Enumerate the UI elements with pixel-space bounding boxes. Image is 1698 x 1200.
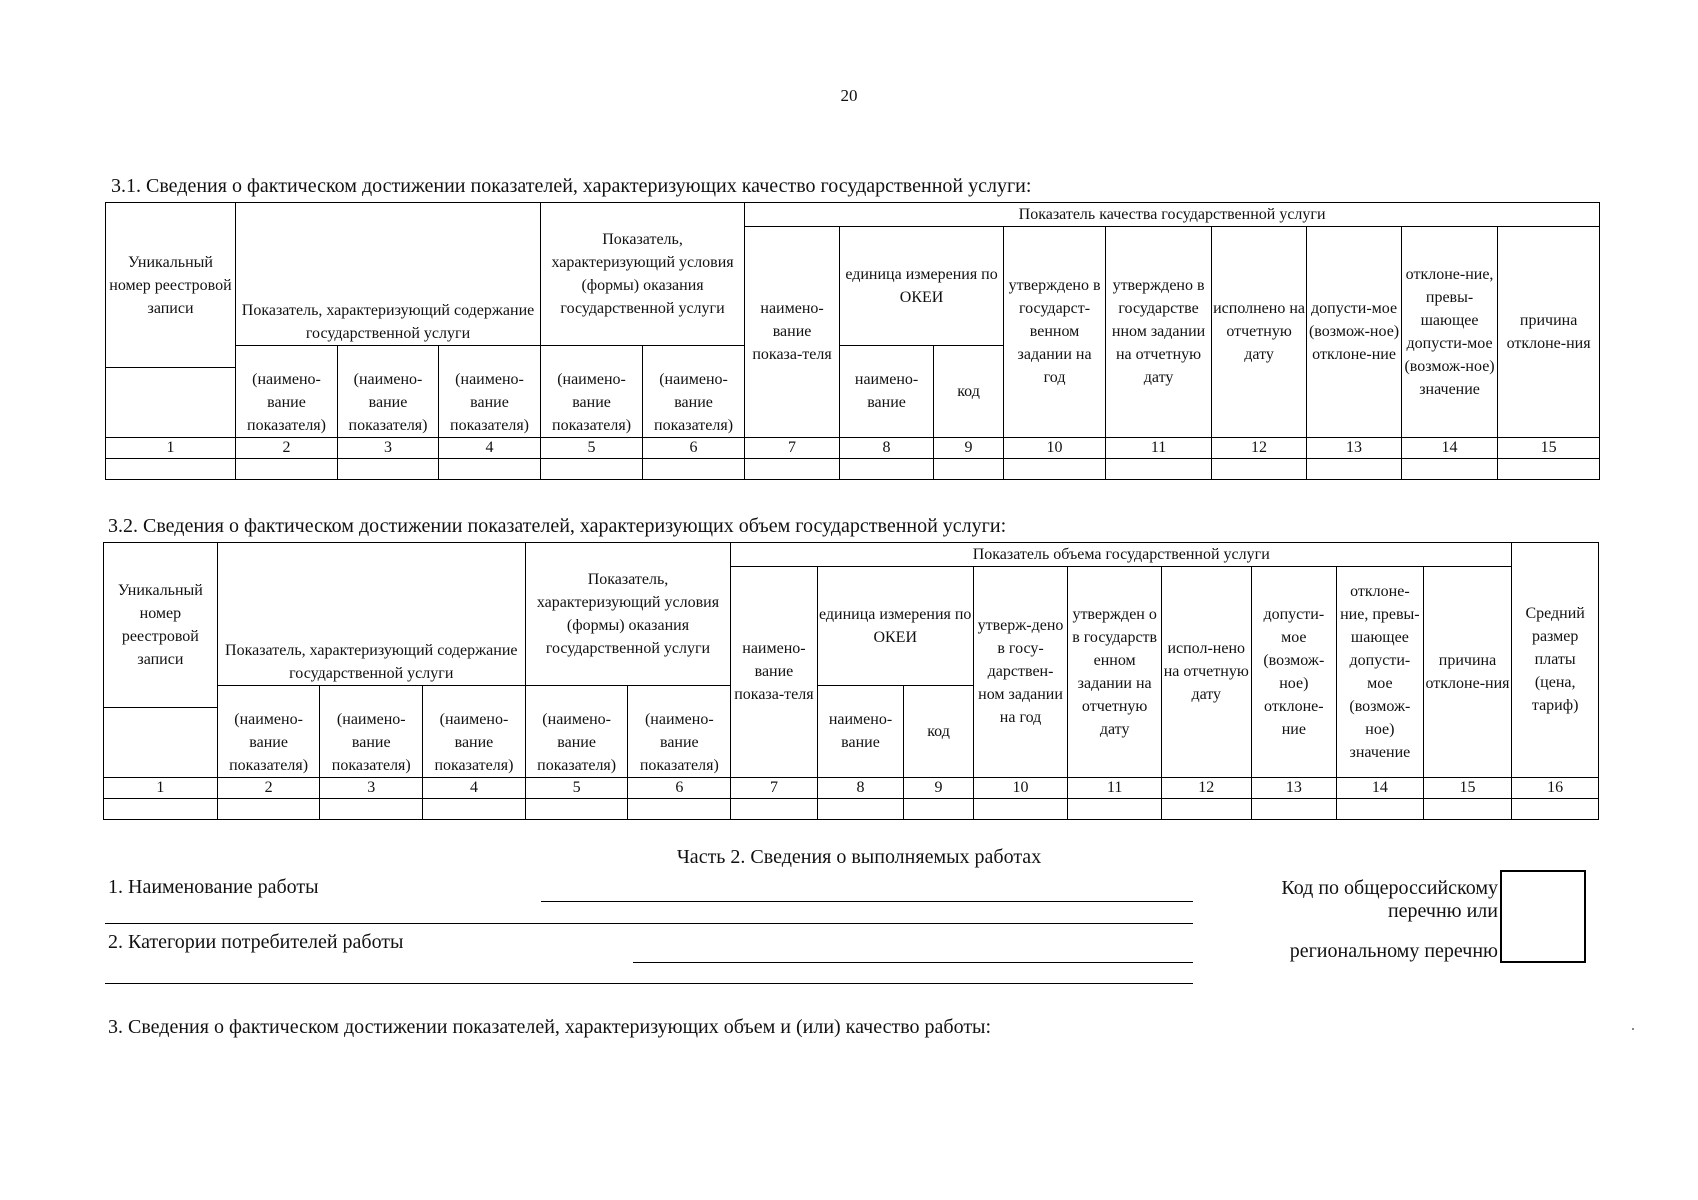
- empty-cell[interactable]: [973, 798, 1068, 819]
- column-number: 12: [1212, 437, 1307, 458]
- code-label-line1: Код по общероссийскому: [1281, 877, 1498, 899]
- section-3-heading: 3. Сведения о фактическом достижении показателей, характеризующих объем и (или) качество работы:: [108, 1016, 992, 1038]
- header-average-fee: Средний размер платы (цена, тариф): [1512, 543, 1599, 778]
- header-approved-year: утверждено в государст-венном задании на год: [1004, 227, 1106, 438]
- header-allowed-deviation: допусти-мое (возмож-ное) отклоне-ние: [1307, 227, 1402, 438]
- column-number: 11: [1106, 437, 1212, 458]
- spacer-cell: [628, 686, 731, 708]
- code-label-line3: региональному перечню: [1289, 940, 1498, 962]
- scan-mark: [1632, 1028, 1634, 1030]
- column-number: 7: [745, 437, 840, 458]
- empty-cell[interactable]: [1498, 458, 1600, 479]
- header-unit-name: наимено-вание: [840, 346, 934, 438]
- column-number: 14: [1337, 777, 1424, 798]
- header-approved-date: утверждено в государстве нном задании на отчетную дату: [1106, 227, 1212, 438]
- header-sub-name: (наимено-вание показателя): [525, 708, 628, 778]
- divider-line: [105, 983, 1193, 984]
- code-label-line2: перечню или: [1387, 900, 1498, 922]
- column-number: 16: [1512, 777, 1599, 798]
- empty-cell[interactable]: [1106, 458, 1212, 479]
- header-executed: исполнено на отчетную дату: [1212, 227, 1307, 438]
- header-exceeding-deviation: отклоне-ние, превы-шающее допусти-мое (возмож-ное) значение: [1402, 227, 1498, 438]
- empty-cell[interactable]: [338, 458, 439, 479]
- empty-cell[interactable]: [904, 798, 973, 819]
- header-unit-code: код: [904, 686, 973, 778]
- column-number: 4: [423, 777, 526, 798]
- consumer-categories-field[interactable]: [633, 962, 1193, 963]
- empty-cell[interactable]: [525, 798, 628, 819]
- registry-code-box[interactable]: [1500, 870, 1586, 963]
- empty-cell[interactable]: [628, 798, 731, 819]
- spacer-cell: [320, 686, 423, 708]
- empty-cell[interactable]: [1251, 798, 1337, 819]
- column-number: 2: [236, 437, 338, 458]
- empty-cell[interactable]: [934, 458, 1004, 479]
- empty-cell[interactable]: [1423, 798, 1512, 819]
- quality-indicators-table: [105, 202, 1600, 480]
- column-number: 3: [320, 777, 423, 798]
- header-approved-year: утверж-дено в госу-дарствен-ном задании на год: [973, 567, 1068, 778]
- header-sub-name: (наимено-вание показателя): [236, 368, 338, 438]
- spacer-cell: [338, 346, 439, 368]
- spacer-cell: [236, 346, 338, 368]
- header-indicator-name: наимено-вание показа-теля: [745, 227, 840, 438]
- work-name-label: 1. Наименование работы: [108, 876, 319, 898]
- part-2-title: Часть 2. Сведения о выполняемых работах: [676, 846, 1042, 868]
- empty-cell[interactable]: [104, 798, 218, 819]
- spacer-cell: [106, 368, 236, 438]
- spacer-cell: [525, 686, 628, 708]
- table-row: [106, 458, 1600, 479]
- header-sub-name: (наимено-вание показателя): [217, 708, 320, 778]
- empty-cell[interactable]: [840, 458, 934, 479]
- empty-cell[interactable]: [1068, 798, 1162, 819]
- header-unit: единица измерения по ОКЕИ: [817, 567, 973, 686]
- column-number: 10: [973, 777, 1068, 798]
- column-number: 9: [934, 437, 1004, 458]
- header-unique-record: Уникальный номер реестровой записи: [104, 543, 218, 708]
- header-indicator-name: наимено-вание показа-теля: [731, 567, 818, 778]
- header-deviation-reason: причина отклоне-ния: [1498, 227, 1600, 438]
- empty-cell[interactable]: [1161, 798, 1251, 819]
- spacer-cell: [423, 686, 526, 708]
- header-sub-name: (наимено-вание показателя): [541, 368, 643, 438]
- column-number: 1: [104, 777, 218, 798]
- column-number: 9: [904, 777, 973, 798]
- empty-cell[interactable]: [320, 798, 423, 819]
- empty-cell[interactable]: [1004, 458, 1106, 479]
- empty-cell[interactable]: [1402, 458, 1498, 479]
- volume-indicators-table: [103, 542, 1599, 820]
- table-row: [104, 798, 1599, 819]
- divider-line: [105, 923, 1193, 924]
- header-deviation-reason: причина отклоне-ния: [1423, 567, 1512, 778]
- spacer-cell: [104, 708, 218, 778]
- header-allowed-deviation: допусти-мое (возмож-ное) отклоне-ние: [1251, 567, 1337, 778]
- empty-cell[interactable]: [1307, 458, 1402, 479]
- header-approved-date: утвержден о в государств енном задании на отчетную дату: [1068, 567, 1162, 778]
- column-number: 7: [731, 777, 818, 798]
- column-number: 13: [1251, 777, 1337, 798]
- header-quality-indicator: Показатель качества государственной услуги: [745, 203, 1600, 227]
- column-number: 12: [1161, 777, 1251, 798]
- column-number: 6: [643, 437, 745, 458]
- column-number: 4: [439, 437, 541, 458]
- header-unit: единица измерения по ОКЕИ: [840, 227, 1004, 346]
- spacer-cell: [217, 686, 320, 708]
- work-name-field[interactable]: [541, 901, 1193, 902]
- header-content-indicator: Показатель, характеризующий содержание государственной услуги: [217, 543, 525, 686]
- column-number: 5: [541, 437, 643, 458]
- header-conditions-indicator: Показатель, характеризующий условия (формы) оказания государственной услуги: [541, 203, 745, 346]
- header-sub-name: (наимено-вание показателя): [320, 708, 423, 778]
- header-volume-indicator: Показатель объема государственной услуги: [731, 543, 1512, 567]
- spacer-cell: [643, 346, 745, 368]
- header-unit-code: код: [934, 346, 1004, 438]
- empty-cell[interactable]: [1212, 458, 1307, 479]
- header-sub-name: (наимено-вание показателя): [423, 708, 526, 778]
- column-number: 8: [817, 777, 904, 798]
- empty-cell[interactable]: [817, 798, 904, 819]
- header-unique-record: Уникальный номер реестровой записи: [106, 203, 236, 368]
- empty-cell[interactable]: [106, 458, 236, 479]
- consumer-categories-label: 2. Категории потребителей работы: [108, 931, 404, 953]
- page-number: 20: [840, 86, 858, 105]
- empty-cell[interactable]: [745, 458, 840, 479]
- header-sub-name: (наимено-вание показателя): [628, 708, 731, 778]
- header-sub-name: (наимено-вание показателя): [338, 368, 439, 438]
- header-exceeding-deviation: отклоне-ние, превы-шающее допусти-мое (возмож-ное) значение: [1337, 567, 1424, 778]
- empty-cell[interactable]: [1512, 798, 1599, 819]
- column-number: 13: [1307, 437, 1402, 458]
- spacer-cell: [439, 346, 541, 368]
- header-executed: испол-нено на отчетную дату: [1161, 567, 1251, 778]
- header-content-indicator: Показатель, характеризующий содержание государственной услуги: [236, 203, 541, 346]
- column-number: 15: [1423, 777, 1512, 798]
- column-number: 8: [840, 437, 934, 458]
- empty-cell[interactable]: [541, 458, 643, 479]
- header-unit-name: наимено-вание: [817, 686, 904, 778]
- column-number: 3: [338, 437, 439, 458]
- column-number: 11: [1068, 777, 1162, 798]
- empty-cell[interactable]: [643, 458, 745, 479]
- section-3-1-heading: 3.1. Сведения о фактическом достижении показателей, характеризующих качество государственной услуги:: [111, 175, 1032, 197]
- empty-cell[interactable]: [423, 798, 526, 819]
- empty-cell[interactable]: [1337, 798, 1424, 819]
- column-number: 5: [525, 777, 628, 798]
- column-number: 1: [106, 437, 236, 458]
- column-number: 6: [628, 777, 731, 798]
- empty-cell[interactable]: [731, 798, 818, 819]
- section-3-2-heading: 3.2. Сведения о фактическом достижении показателей, характеризующих объем государственной услуги:: [108, 515, 1007, 537]
- header-conditions-indicator: Показатель, характеризующий условия (формы) оказания государственной услуги: [525, 543, 730, 686]
- column-number: 15: [1498, 437, 1600, 458]
- empty-cell[interactable]: [236, 458, 338, 479]
- empty-cell[interactable]: [439, 458, 541, 479]
- column-number: 10: [1004, 437, 1106, 458]
- header-sub-name: (наимено-вание показателя): [439, 368, 541, 438]
- column-number: 14: [1402, 437, 1498, 458]
- spacer-cell: [541, 346, 643, 368]
- empty-cell[interactable]: [217, 798, 320, 819]
- header-sub-name: (наимено-вание показателя): [643, 368, 745, 438]
- column-number: 2: [217, 777, 320, 798]
